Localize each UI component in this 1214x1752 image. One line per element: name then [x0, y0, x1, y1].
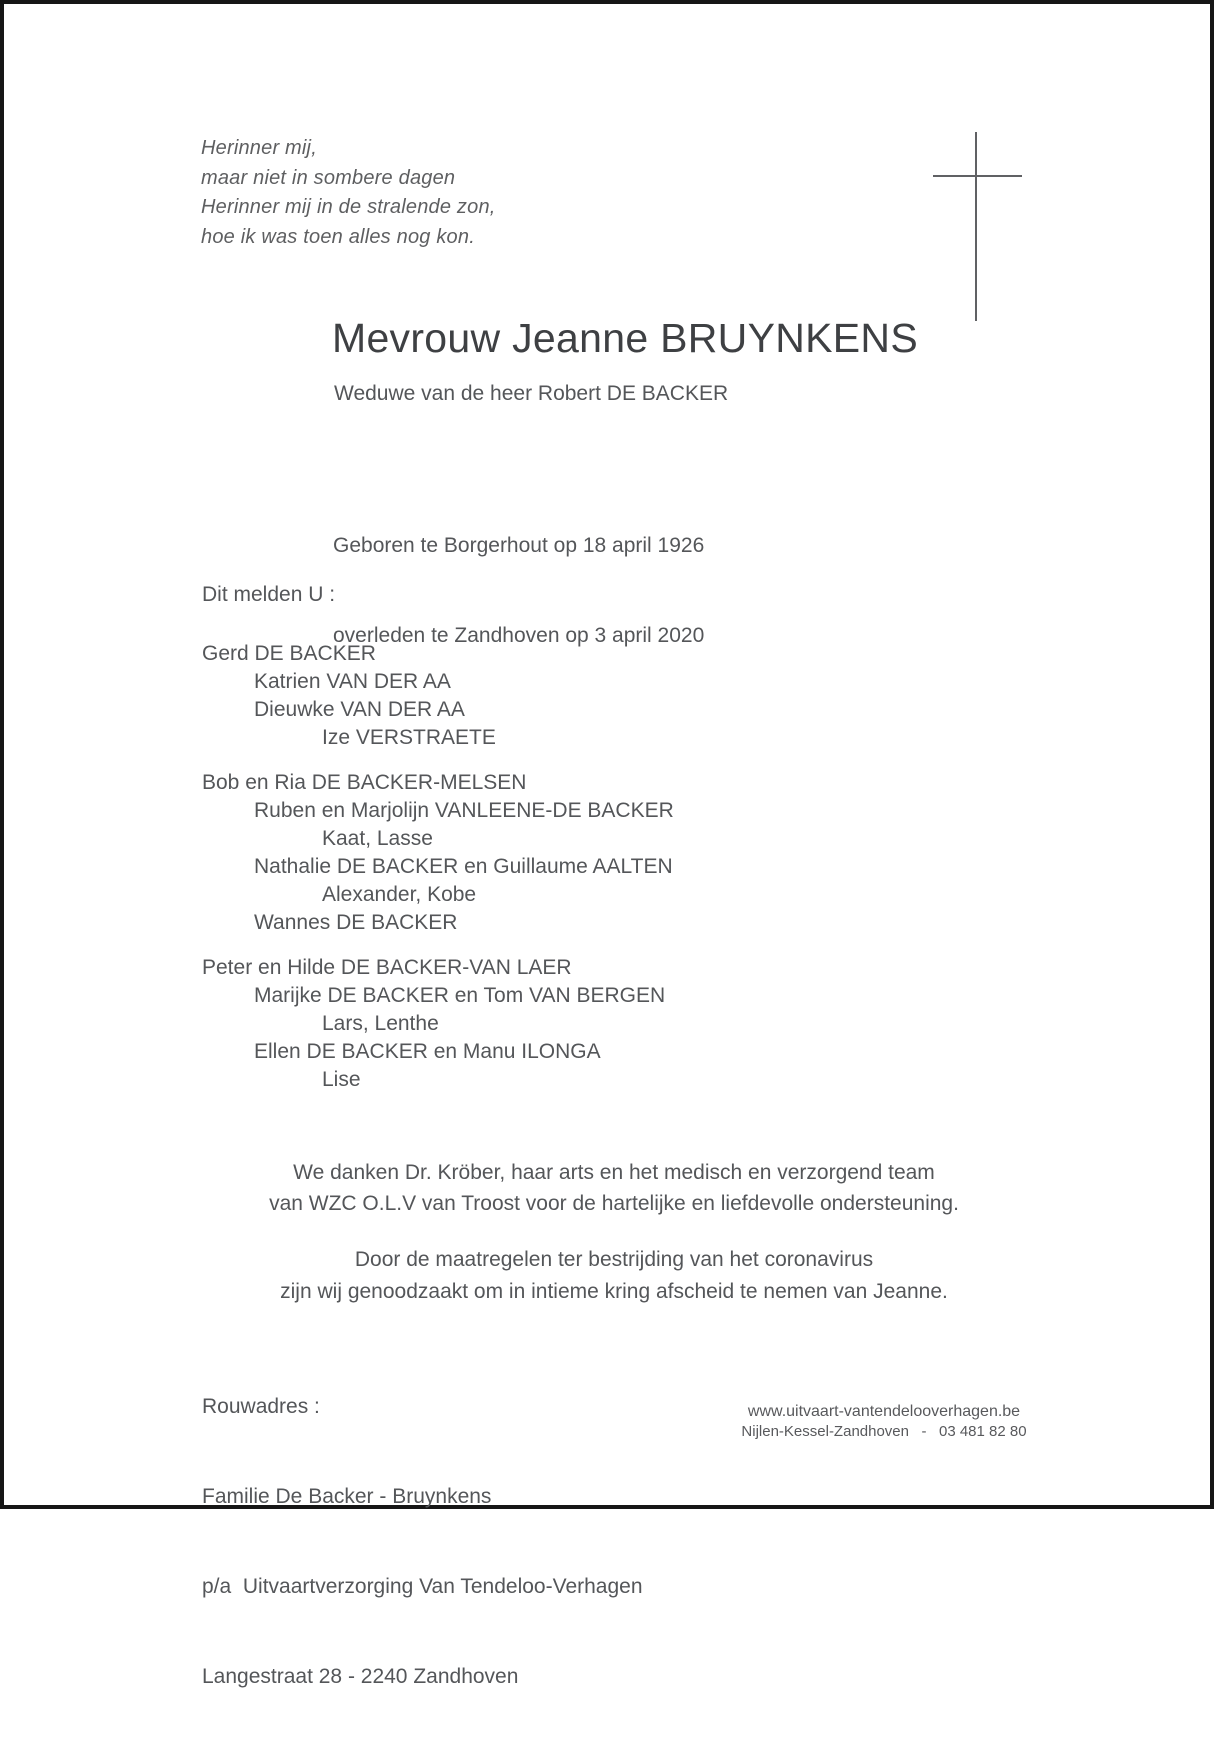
family-member-line: Lise: [322, 1068, 361, 1091]
thanks-paragraph: [206, 1157, 1022, 1219]
family-group: [202, 954, 674, 1094]
funeral-home-footer: [704, 1402, 1064, 1442]
poem-line: Herinner mij,: [201, 137, 317, 159]
funeral-home-website: www.uitvaart-vantendelooverhagen.be: [747, 1403, 1021, 1420]
family-member-line: Marijke DE BACKER en Tom VAN BERGEN: [254, 984, 666, 1007]
covid-notice: [206, 1244, 1022, 1308]
covid-line: Door de maatregelen ter bestrijding van het coronavirus: [354, 1248, 874, 1271]
poem-line: hoe ik was toen alles nog kon.: [201, 225, 475, 248]
memorial-poem: [201, 134, 496, 252]
family-member-line: Kaat, Lasse: [322, 827, 433, 850]
family-member-line: Gerd DE BACKER: [202, 642, 376, 665]
family-member-line: Lars, Lenthe: [322, 1012, 439, 1035]
announcement-intro: Dit melden U :: [202, 583, 336, 606]
family-member-line: Ruben en Marjolijn VANLEENE-DE BACKER: [254, 799, 674, 822]
family-list: [202, 640, 674, 1094]
deceased-relation: Weduwe van de heer Robert DE BACKER: [334, 382, 729, 405]
family-member-line: Nathalie DE BACKER en Guillaume AALTEN: [254, 855, 673, 878]
cross-vertical-bar: [975, 132, 977, 321]
family-member-line: Ellen DE BACKER en Manu ILONGA: [254, 1040, 601, 1063]
family-member-line: Peter en Hilde DE BACKER-VAN LAER: [202, 956, 572, 979]
funeral-home-locations-phone: Nijlen-Kessel-Zandhoven - 03 481 82 80: [741, 1423, 1027, 1440]
mourning-address: [202, 1332, 643, 1752]
family-member-line: Katrien VAN DER AA: [254, 670, 451, 693]
deceased-name: Mevrouw Jeanne BRUYNKENS: [332, 315, 918, 361]
poem-line: maar niet in sombere dagen: [201, 166, 456, 189]
cross-horizontal-bar: [933, 175, 1022, 177]
mourning-address-label: Rouwadres :: [202, 1395, 320, 1418]
mourning-address-family: Familie De Backer - Bruynkens: [202, 1485, 492, 1508]
thanks-line: We danken Dr. Kröber, haar arts en het medisch en verzorgend team: [293, 1161, 935, 1184]
covid-line: zijn wij genoodzaakt om in intieme kring afscheid te nemen van Jeanne.: [280, 1280, 948, 1303]
birth-line: Geboren te Borgerhout op 18 april 1926: [333, 534, 705, 557]
family-member-line: Alexander, Kobe: [322, 883, 477, 906]
thanks-line: van WZC O.L.V van Troost voor de hartelijke en liefdevolle ondersteuning.: [269, 1192, 959, 1215]
family-member-line: Dieuwke VAN DER AA: [254, 698, 465, 721]
death-line: overleden te Zandhoven op 3 april 2020: [333, 624, 705, 647]
family-member-line: Bob en Ria DE BACKER-MELSEN: [202, 771, 527, 794]
family-group: [202, 640, 674, 752]
family-member-line: Ize VERSTRAETE: [322, 726, 496, 749]
mourning-address-street: Langestraat 28 - 2240 Zandhoven: [202, 1665, 519, 1688]
mourning-address-care-of: p/a Uitvaartverzorging Van Tendeloo-Verhagen: [202, 1575, 643, 1598]
family-group: [202, 769, 674, 937]
poem-line: Herinner mij in de stralende zon,: [201, 196, 496, 218]
family-member-line: Wannes DE BACKER: [254, 911, 458, 934]
